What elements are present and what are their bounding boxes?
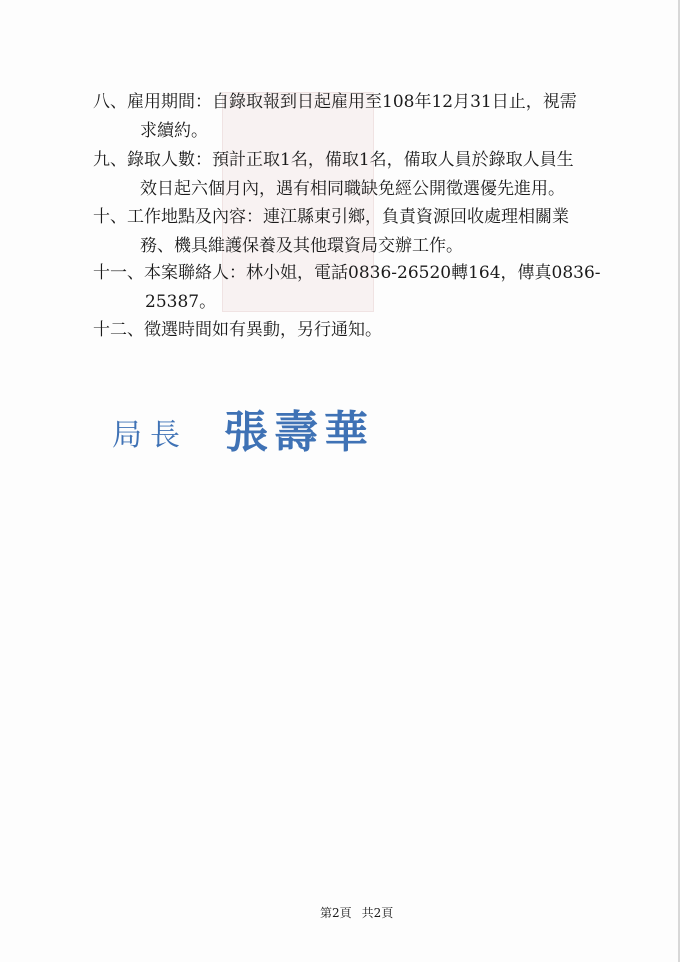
item-number: 十二、 (93, 320, 144, 340)
item-number: 八、 (93, 92, 127, 112)
item-text: 錄取人數：預計正取1名，備取1名，備取人員於錄取人員生 (127, 150, 574, 170)
item-continuation: 效日起六個月內，遇有相同職缺免經公開徵選優先進用。 (140, 179, 565, 199)
page-footer (320, 904, 393, 921)
item-number: 十、 (93, 207, 127, 227)
item-contact-person (93, 259, 623, 317)
page-number: 第2頁 (320, 906, 352, 920)
item-text: 雇用期間：自錄取報到日起雇用至108年12月31日止，視需 (127, 92, 577, 112)
item-work-location (93, 203, 623, 261)
item-number: 九、 (93, 150, 127, 170)
item-text: 徵選時間如有異動，另行通知。 (144, 320, 382, 340)
item-admission-count (93, 146, 623, 204)
item-text: 工作地點及內容：連江縣東引鄉，負責資源回收處理相關業 (127, 207, 569, 227)
item-number: 十一、 (93, 263, 144, 283)
item-continuation: 求續約。 (140, 121, 208, 141)
item-employment-period (93, 88, 623, 146)
item-text: 本案聯絡人：林小姐，電話0836-26520轉164，傳真0836- (144, 263, 601, 283)
item-schedule-change (93, 316, 623, 345)
item-continuation: 務、機具維護保養及其他環資局交辦工作。 (140, 236, 463, 256)
page-total: 共2頁 (361, 906, 394, 920)
item-continuation: 25387。 (145, 292, 217, 312)
signature-name-stamp: 張壽華 (224, 407, 374, 458)
signature-title: 局長 (112, 418, 188, 453)
